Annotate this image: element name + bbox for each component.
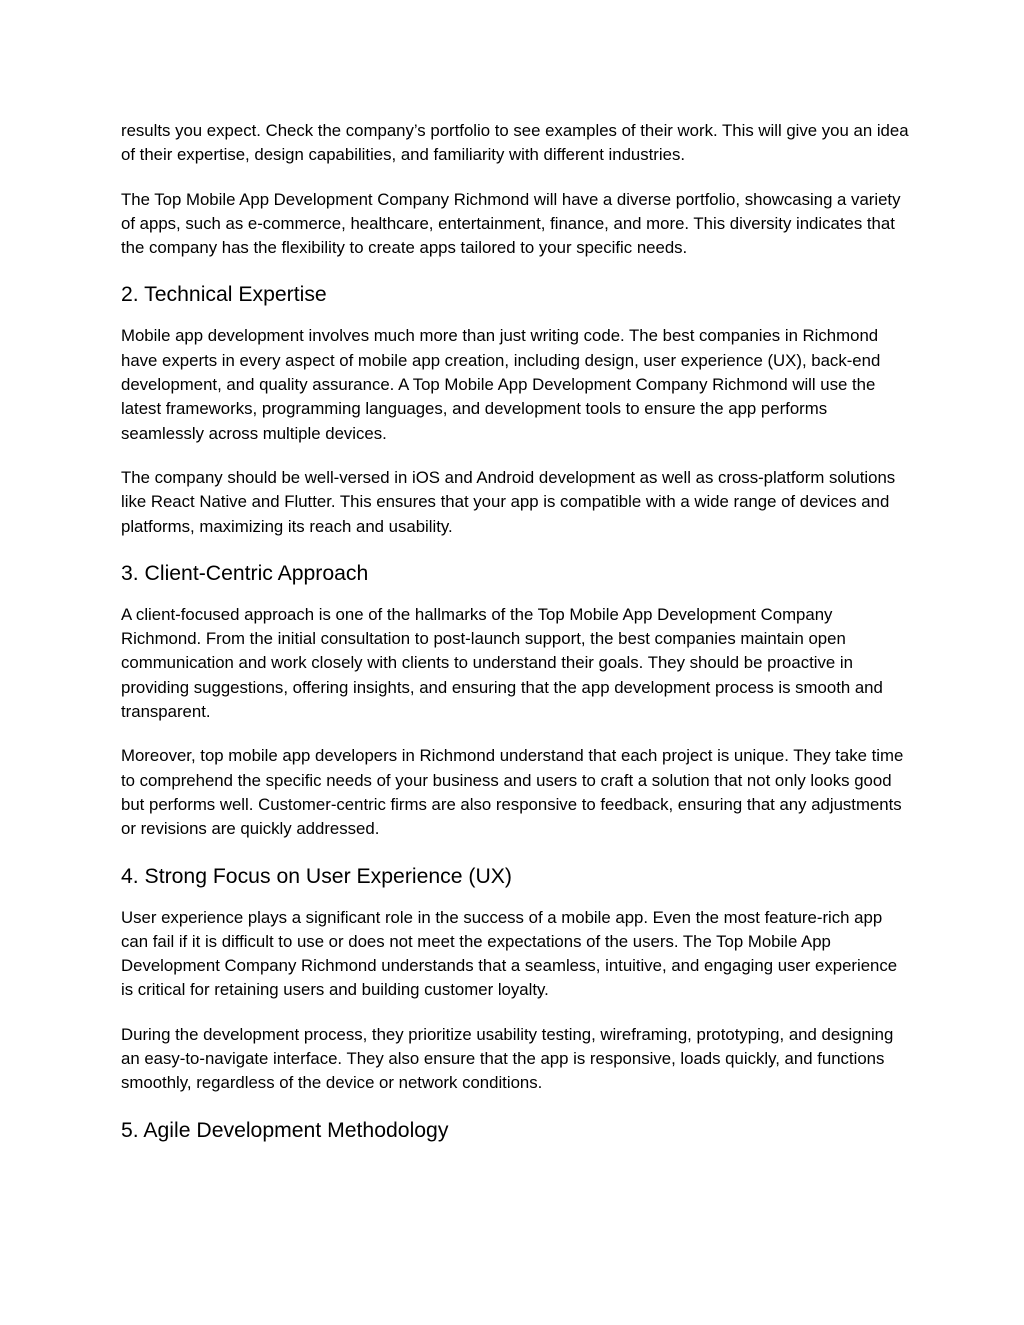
heading-agile-development: 5. Agile Development Methodology xyxy=(121,1118,449,1142)
paragraph-client-centric-1: A client-focused approach is one of the hallmarks of the Top Mobile App Development Company Richmond. From the initial consultation to post-launch support, the best companies maintain open communication and work closely with clients to understand their goals. They should be proactive in providing suggestions, offering insights, and ensuring that the app development process is smooth and transparent. xyxy=(121,604,883,722)
heading-user-experience: 4. Strong Focus on User Experience (UX) xyxy=(121,864,512,888)
paragraph-technical-expertise-2: The company should be well-versed in iOS and Android development as well as cross-platform solutions like React Native and Flutter. This ensures that your app is compatible with a wide range of devices and platforms, maximizing its reach and usability. xyxy=(121,467,896,536)
paragraph-client-centric-2: Moreover, top mobile app developers in Richmond understand that each project is unique. They take time to comprehend the specific needs of your business and users to craft a solution that not only looks good but performs well. Customer-centric firms are also responsive to feedback, ensuring that any adjustments or revisions are quickly addressed. xyxy=(121,746,904,839)
heading-client-centric: 3. Client-Centric Approach xyxy=(121,561,369,585)
paragraph-diverse-portfolio: The Top Mobile App Development Company Richmond will have a diverse portfolio, showcasing a variety of apps, such as e-commerce, healthcare, entertainment, finance, and more. This diversity indicates that the company has the flexibility to create apps tailored to your specific needs. xyxy=(121,189,901,258)
paragraph-user-experience-2: During the development process, they prioritize usability testing, wireframing, prototyping, and designing an easy-to-navigate interface. They also ensure that the app is responsive, loads quickly, and functions smoothly, regardless of the device or network conditions. xyxy=(121,1024,894,1093)
document-page xyxy=(121,119,911,1160)
paragraph-technical-expertise-1: Mobile app development involves much more than just writing code. The best companies in Richmond have experts in every aspect of mobile app creation, including design, user experience (UX), back-end development, and quality assurance. A Top Mobile App Development Company Richmond will use the latest frameworks, programming languages, and development tools to ensure the app performs seamlessly across multiple devices. xyxy=(121,326,881,443)
paragraph-user-experience-1: User experience plays a significant role in the success of a mobile app. Even the most feature-rich app can fail if it is difficult to use or does not meet the expectations of the users. The Top Mobile App Development Company Richmond understands that a seamless, intuitive, and engaging user experience is critical for retaining users and building customer loyalty. xyxy=(121,907,898,1000)
heading-technical-expertise: 2. Technical Expertise xyxy=(121,283,327,307)
paragraph-portfolio-intro: results you expect. Check the company’s portfolio to see examples of their work. This will give you an idea of their expertise, design capabilities, and familiarity with different industries. xyxy=(121,121,909,165)
